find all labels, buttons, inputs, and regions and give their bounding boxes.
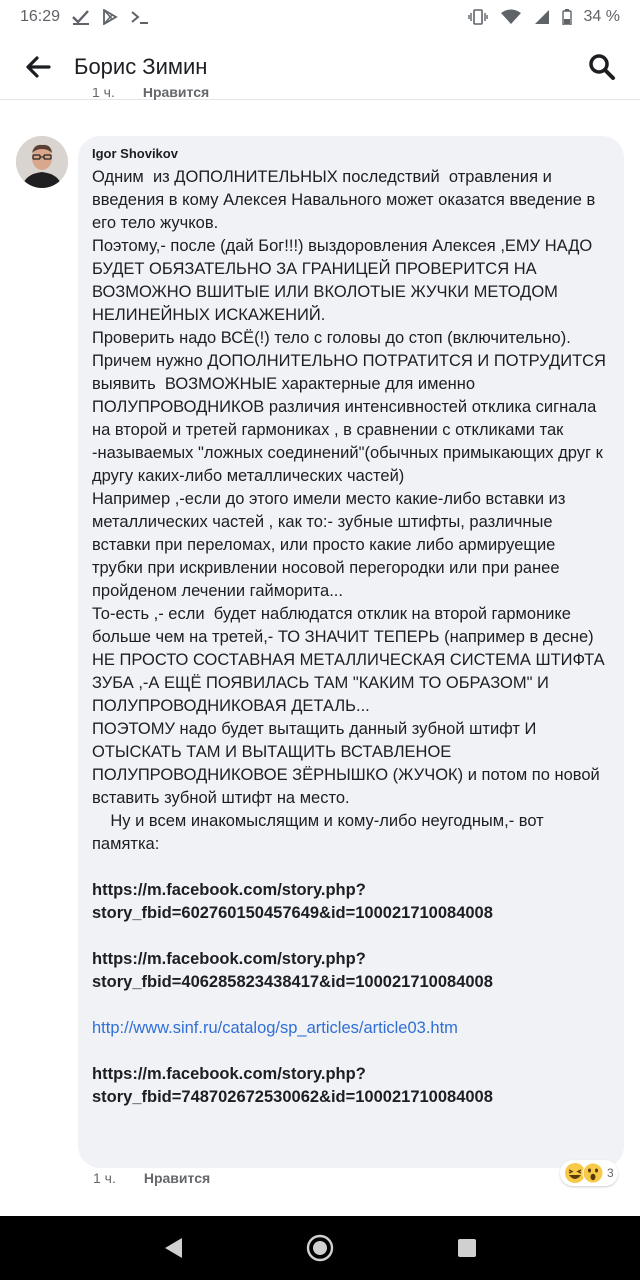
comment-author[interactable]: Igor Shovikov xyxy=(92,146,178,161)
arrow-left-icon xyxy=(25,56,51,78)
nav-home-button[interactable] xyxy=(296,1224,344,1272)
comment-paragraph: Например ,-если до этого имели место какие-либо вставки из металлических частей , как то:- зубные штифты, различные вставки при переломах, или просто какие либо армируещие трубки при искривлении носовой перегородки или при ранее пройденом лечении гайморита... xyxy=(92,490,571,600)
comment-bubble xyxy=(78,136,624,1168)
wow-reaction-icon xyxy=(582,1162,604,1184)
previous-like-button[interactable]: Нравится xyxy=(142,88,210,100)
battery-icon xyxy=(562,9,572,25)
comment-paragraph: Проверить надо ВСЁ(!) тело с головы до стоп (включительно). xyxy=(92,329,571,347)
previous-comment-meta xyxy=(92,88,209,102)
comment-paragraph: ПОЭТОМУ надо будет вытащить данный зубной штифт И ОТЫСКАТЬ ТАМ И ВЫТАЩИТЬ ВСТАВЛЕНОЕ ПОЛУПРОВОДНИКОВОЕ ЗЁРНЫШКО (ЖУЧОК) и потом по новой вставить зубной штифт на место. xyxy=(92,720,605,807)
sinf-link[interactable]: http://www.sinf.ru/catalog/sp_articles/article03.htm xyxy=(92,1019,458,1037)
page-title: Борис Зимин xyxy=(74,53,208,79)
comment-paragraph: Поэтому,- после (дай Бог!!!) выздоровления Алексея ,ЕМУ НАДО БУДЕТ ОБЯЗАТЕЛЬНО ЗА ГРАНИЦЕЙ ПРОВЕРИТСЯ НА ВОЗМОЖНО ВШИТЫЕ ИЛИ ВКОЛОТЫЕ ЖУЧКИ МЕТОДОМ НЕЛИНЕЙНЫХ ИСКАЖЕНИЙ. xyxy=(92,237,597,324)
check-icon xyxy=(72,9,90,25)
facebook-link-3[interactable]: https://m.facebook.com/story.php?story_fbid=748702672530062&id=100021710084008 xyxy=(92,1065,493,1106)
like-button[interactable]: Нравится xyxy=(143,1170,211,1186)
back-triangle-icon xyxy=(162,1236,184,1260)
search-icon xyxy=(588,53,616,81)
status-bar xyxy=(0,0,640,34)
back-button[interactable] xyxy=(18,47,58,87)
status-time: 16:29 xyxy=(20,8,61,25)
home-circle-icon xyxy=(305,1233,335,1263)
play-store-icon xyxy=(102,9,118,25)
comment-paragraph: Причем нужно ДОПОЛНИТЕЛЬНО ПОТРАТИТСЯ И ПОТРУДИТСЯ выявить ВОЗМОЖНЫЕ характерные для именно ПОЛУПРОВОДНИКОВ различия интенсивностей отклика сигнала на второй и третей гармониках , в сравнении с откликами так -называемых "ложных соединений"(обычных примыкающих друг к другу каких-либо металлических частей) xyxy=(92,352,611,485)
comment-paragraph: То-есть ,- если будет наблюдатся отклик на второй гармонике больше чем на третей,- ТО ЗНАЧИТ ТЕПЕРЬ (например в десне) НЕ ПРОСТО СОСТАВНАЯ МЕТАЛЛИЧЕСКАЯ СИСТЕМА ШТИФТА ЗУБА ,-А ЕЩЁ ПОЯВИЛАСЬ ТАМ "КАКИМ ТО ОБРАЗОМ" И ПОЛУПРОВОДНИКОВАЯ ДЕТАЛЬ... xyxy=(92,605,610,715)
comment-paragraph: Ну и всем инакомыслящим и кому-либо неугодным,- вот памятка: xyxy=(92,812,549,853)
avatar[interactable] xyxy=(16,136,68,188)
recents-square-icon xyxy=(456,1237,478,1259)
comment-paragraph: Одним из ДОПОЛНИТЕЛЬНЫХ последствий отравления и введения в кому Алексея Навального может оказатся введение в его тело жучков. xyxy=(92,168,600,232)
battery-percent: 34 % xyxy=(583,8,620,25)
terminal-icon xyxy=(130,9,150,25)
navigation-bar xyxy=(0,1216,640,1280)
search-button[interactable] xyxy=(582,47,622,87)
facebook-link-2[interactable]: https://m.facebook.com/story.php?story_fbid=406285823438417&id=100021710084008 xyxy=(92,950,493,991)
reaction-count: 3 xyxy=(607,1166,614,1180)
vibrate-icon xyxy=(468,9,488,25)
nav-back-button[interactable] xyxy=(149,1224,197,1272)
comment-meta xyxy=(93,1170,210,1186)
comment-text xyxy=(92,166,610,1109)
reactions-summary[interactable] xyxy=(560,1160,618,1186)
nav-recents-button[interactable] xyxy=(443,1224,491,1272)
wifi-icon xyxy=(500,9,522,25)
signal-icon xyxy=(534,9,550,25)
previous-comment-time: 1 ч. xyxy=(92,88,115,100)
comment-time: 1 ч. xyxy=(93,1170,116,1186)
facebook-link-1[interactable]: https://m.facebook.com/story.php?story_fbid=602760150457649&id=100021710084008 xyxy=(92,881,493,922)
